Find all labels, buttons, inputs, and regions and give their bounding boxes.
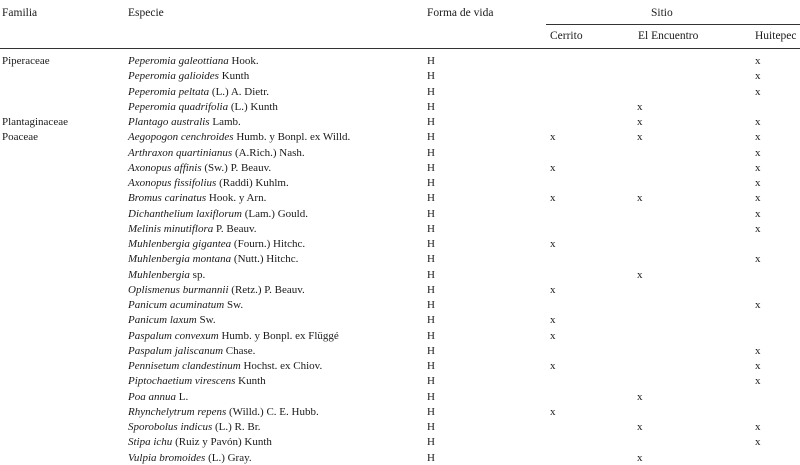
especie-cell (128, 435, 272, 449)
forma-cell: H (427, 451, 435, 464)
familia-cell: Plantaginaceae (2, 116, 68, 128)
forma-cell: H (427, 299, 435, 311)
especie-cell (128, 207, 308, 221)
forma-cell: H (427, 131, 435, 144)
genus-name: Piptochaetium virescens (128, 375, 236, 388)
genus-name: Plantago australis (128, 116, 210, 128)
forma-cell: H (427, 360, 435, 372)
author-name: (Lam.) Gould. (244, 207, 308, 220)
especie-cell (128, 405, 319, 419)
forma-cell: H (427, 192, 435, 205)
forma-cell: H (427, 405, 435, 418)
forma-cell: H (427, 268, 435, 281)
huitepec-cell: x (755, 177, 761, 189)
genus-name: Peperomia quadrifolia (128, 100, 229, 113)
forma-cell: H (427, 146, 435, 159)
genus-name: Muhlenbergia montana (128, 253, 232, 266)
author-name: (Willd.) C. E. Hubb. (229, 405, 319, 418)
encuentro-cell: x (637, 451, 643, 464)
genus-name: Paspalum jaliscanum (128, 344, 224, 357)
author-name: Chase. (225, 344, 256, 357)
author-name: Humb. y Bonpl. ex Flüggé (221, 329, 339, 342)
genus-name: Panicum laxum (128, 314, 197, 327)
genus-name: Sporobolus indicus (128, 421, 213, 433)
huitepec-cell: x (755, 299, 761, 311)
author-name: (L.) A. Dietr. (211, 85, 270, 98)
header-cerrito: Cerrito (550, 30, 583, 42)
especie-cell (128, 146, 305, 160)
header-el-encuentro: El Encuentro (638, 30, 699, 42)
forma-cell: H (427, 344, 435, 357)
author-name: (Retz.) P. Beauv. (231, 283, 305, 296)
author-name: (L.) Kunth (230, 100, 278, 113)
forma-cell: H (427, 283, 435, 296)
author-name: Hook. (231, 55, 259, 67)
especie-cell (128, 390, 188, 404)
author-name: (Sw.) P. Beauv. (204, 161, 272, 174)
especie-cell (128, 191, 266, 205)
forma-cell: H (427, 329, 435, 342)
huitepec-cell: x (755, 192, 761, 205)
genus-name: Axonopus fissifolius (128, 177, 217, 189)
genus-name: Axonopus affinis (128, 161, 202, 174)
encuentro-cell: x (637, 131, 643, 144)
author-name: (Raddi) Kuhlm. (219, 177, 289, 189)
encuentro-cell: x (637, 100, 643, 113)
cerrito-cell: x (550, 314, 556, 327)
author-name: (A.Rich.) Nash. (234, 146, 305, 159)
forma-cell: H (427, 207, 435, 220)
header-forma-de-vida: Forma de vida (427, 7, 494, 19)
especie-cell (128, 176, 289, 190)
especie-cell (128, 100, 278, 114)
genus-name: Peperomia galioides (128, 70, 219, 83)
encuentro-cell: x (637, 421, 643, 433)
forma-cell: H (427, 253, 435, 266)
especie-cell (128, 237, 305, 251)
author-name: Hook. y Arn. (208, 192, 267, 205)
forma-cell: H (427, 116, 435, 128)
huitepec-cell: x (755, 146, 761, 159)
huitepec-cell: x (755, 375, 761, 388)
forma-cell: H (427, 421, 435, 433)
genus-name: Peperomia peltata (128, 85, 210, 98)
genus-name: Oplismenus burmannii (128, 283, 229, 296)
genus-name: Pennisetum clandestinum (128, 360, 241, 372)
header-huitepec: Huitepec (755, 30, 797, 42)
forma-cell: H (427, 55, 435, 67)
huitepec-cell: x (755, 421, 761, 433)
genus-name: Panicum acuminatum (128, 299, 225, 311)
author-name: Sw. (199, 314, 216, 327)
author-name: (Fourn.) Hitchc. (233, 238, 306, 250)
author-name: (L.) Gray. (208, 451, 252, 464)
cerrito-cell: x (550, 405, 556, 418)
genus-name: Stipa ichu (128, 436, 173, 449)
especie-cell (128, 313, 216, 327)
author-name: Hochst. ex Chiov. (243, 360, 323, 372)
sitio-rule (546, 24, 800, 25)
forma-cell: H (427, 85, 435, 98)
especie-cell (128, 69, 249, 83)
genus-name: Muhlenbergia gigantea (128, 238, 232, 250)
genus-name: Poa annua (128, 390, 176, 403)
cerrito-cell: x (550, 329, 556, 342)
huitepec-cell: x (755, 436, 761, 449)
genus-name: Muhlenbergia (128, 268, 190, 281)
especie-cell (128, 222, 257, 236)
cerrito-cell: x (550, 238, 556, 250)
genus-name: Vulpia bromoides (128, 451, 206, 464)
header-especie: Especie (128, 7, 164, 19)
huitepec-cell: x (755, 70, 761, 83)
forma-cell: H (427, 436, 435, 449)
especie-cell (128, 130, 350, 144)
familia-cell: Poaceae (2, 131, 39, 144)
huitepec-cell: x (755, 222, 761, 235)
cerrito-cell: x (550, 131, 556, 144)
cerrito-cell: x (550, 283, 556, 296)
especie-cell (128, 359, 322, 373)
encuentro-cell: x (637, 390, 643, 403)
genus-name: Aegopogon cenchroides (128, 131, 234, 144)
huitepec-cell: x (755, 161, 761, 174)
author-name: L. (178, 390, 189, 403)
author-name: (Nutt.) Hitchc. (233, 253, 299, 266)
encuentro-cell: x (637, 192, 643, 205)
especie-cell (128, 268, 205, 282)
especie-cell (128, 329, 339, 343)
author-name: (Ruiz y Pavón) Kunth (175, 436, 272, 449)
genus-name: Bromus carinatus (128, 192, 207, 205)
huitepec-cell: x (755, 55, 761, 67)
author-name: Sw. (226, 299, 244, 311)
encuentro-cell: x (637, 116, 643, 128)
especie-cell (128, 451, 252, 465)
author-name: Kunth (221, 70, 250, 83)
author-name: Kunth (238, 375, 266, 388)
genus-name: Paspalum convexum (128, 329, 219, 342)
forma-cell: H (427, 375, 435, 388)
especie-cell (128, 54, 259, 68)
forma-cell: H (427, 222, 435, 235)
encuentro-cell: x (637, 268, 643, 281)
author-name: Humb. y Bonpl. ex Willd. (236, 131, 351, 144)
genus-name: Arthraxon quartinianus (128, 146, 233, 159)
especie-cell (128, 374, 266, 388)
genus-name: Rhynchelytrum repens (128, 405, 227, 418)
forma-cell: H (427, 161, 435, 174)
author-name: P. Beauv. (216, 222, 257, 235)
huitepec-cell: x (755, 85, 761, 98)
cerrito-cell: x (550, 161, 556, 174)
author-name: sp. (192, 268, 206, 281)
cerrito-cell: x (550, 192, 556, 205)
especie-cell (128, 344, 255, 358)
especie-cell (128, 298, 243, 312)
forma-cell: H (427, 70, 435, 83)
forma-cell: H (427, 177, 435, 189)
forma-cell: H (427, 390, 435, 403)
genus-name: Peperomia galeottiana (128, 55, 229, 67)
huitepec-cell: x (755, 116, 761, 128)
header-familia: Familia (2, 7, 38, 19)
huitepec-cell: x (755, 131, 761, 144)
header-bottom-rule (0, 48, 800, 49)
especie-cell (128, 420, 261, 434)
author-name: Lamb. (212, 116, 241, 128)
especie-cell (128, 85, 269, 99)
huitepec-cell: x (755, 207, 761, 220)
genus-name: Dichanthelium laxiflorum (128, 207, 242, 220)
huitepec-cell: x (755, 360, 761, 372)
huitepec-cell: x (755, 253, 761, 266)
especie-cell (128, 161, 271, 175)
familia-cell: Piperaceae (2, 55, 50, 67)
forma-cell: H (427, 238, 435, 250)
author-name: (L.) R. Br. (215, 421, 261, 433)
forma-cell: H (427, 100, 435, 113)
header-sitio: Sitio (651, 7, 673, 19)
huitepec-cell: x (755, 344, 761, 357)
genus-name: Melinis minutiflora (128, 222, 214, 235)
especie-cell (128, 115, 241, 129)
especie-cell (128, 252, 298, 266)
forma-cell: H (427, 314, 435, 327)
especie-cell (128, 283, 305, 297)
cerrito-cell: x (550, 360, 556, 372)
